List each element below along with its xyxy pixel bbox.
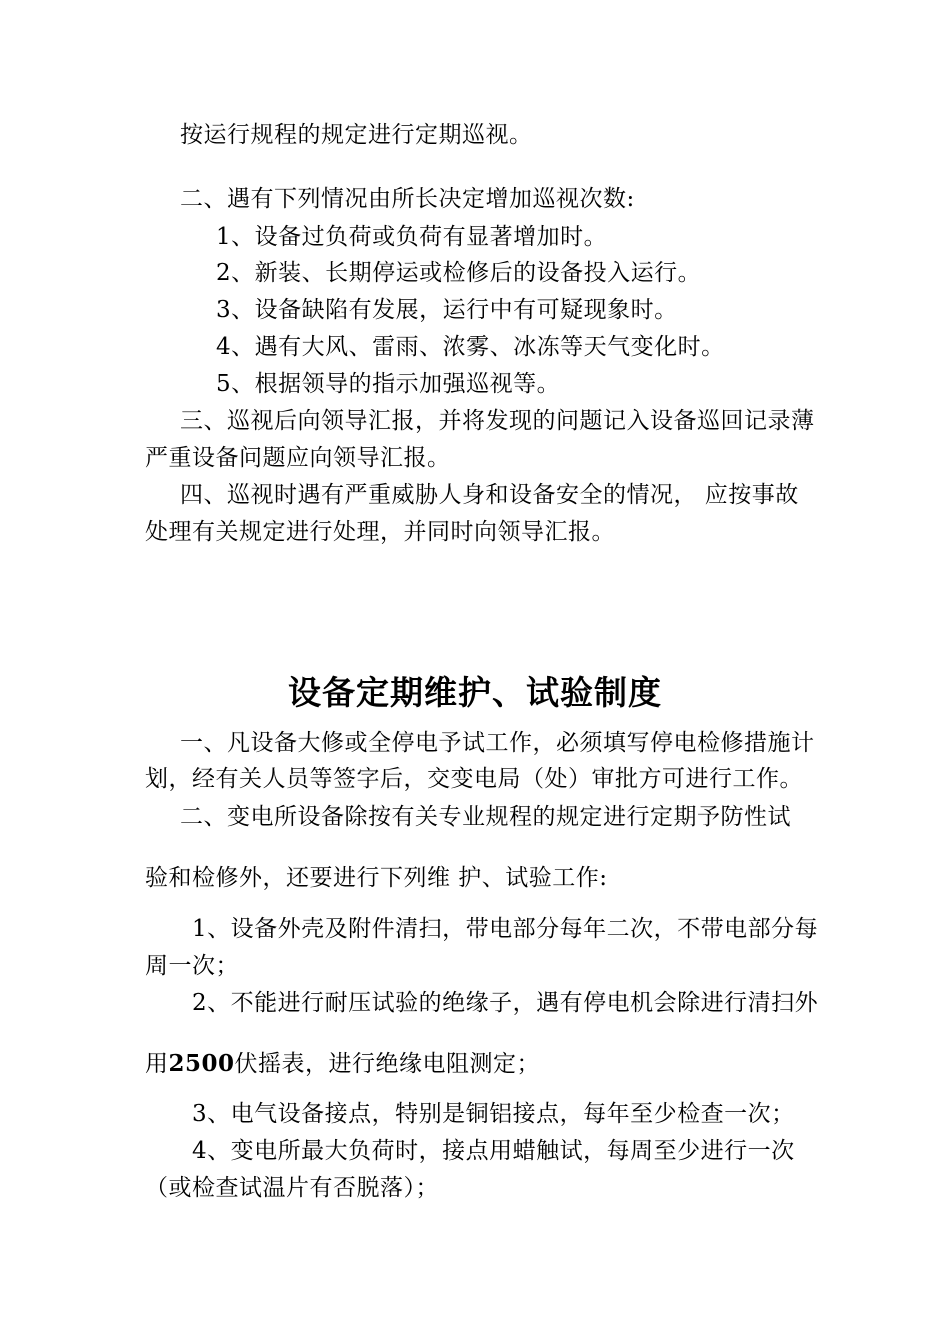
text-line: 二、遇有下列情况由所长决定增加巡视次数: xyxy=(180,186,635,212)
text-line: 3、电气设备接点，特别是铜铝接点，每年至少检查一次； xyxy=(192,1101,795,1127)
number-2500: 2500 xyxy=(168,1050,235,1077)
text-line: 验和检修外，还要进行下列维 护、试验工作: xyxy=(145,865,608,891)
text-line: 四、巡视时遇有严重威胁人身和设备安全的情况， 应按事故 xyxy=(180,482,799,508)
text-line: 划，经有关人员等签字后，交变电局（处）审批方可进行工作。 xyxy=(145,766,803,792)
text-line: 三、巡视后向领导汇报，并将发现的问题记入设备巡回记录薄 xyxy=(180,408,815,434)
text-line: 2、新装、长期停运或检修后的设备投入运行。 xyxy=(216,260,702,286)
text-rest: 伏摇表，进行绝缘电阻测定； xyxy=(234,1051,541,1077)
text-line: 处理有关规定进行处理，并同时向领导汇报。 xyxy=(145,519,615,545)
text-line: 3、设备缺陷有发展，运行中有可疑现象时。 xyxy=(216,297,678,323)
text-line: 1、设备过负荷或负荷有显著增加时。 xyxy=(216,224,608,250)
text-line: 1、设备外壳及附件清扫，带电部分每年二次，不带电部分每 xyxy=(192,916,819,942)
text-line: 5、根据领导的指示加强巡视等。 xyxy=(216,371,561,397)
text-prefix: 用 xyxy=(145,1051,169,1077)
text-line: 按运行规程的规定进行定期巡视。 xyxy=(180,122,533,148)
text-line: 一、凡设备大修或全停电予试工作，必须填写停电检修措施计 xyxy=(180,730,815,756)
text-line: 4、遇有大风、雷雨、浓雾、冰冻等天气变化时。 xyxy=(216,334,725,360)
text-line: 二、变电所设备除按有关专业规程的规定进行定期予防性试 xyxy=(180,804,791,830)
section-title: 设备定期维护、试验制度 xyxy=(288,673,662,712)
text-line: 周一次； xyxy=(145,953,239,979)
text-line: 4、变电所最大负荷时，接点用蜡触试，每周至少进行一次 xyxy=(192,1138,795,1164)
text-line: 严重设备问题应向领导汇报。 xyxy=(145,445,451,471)
text-line: 2、不能进行耐压试验的绝缘子，遇有停电机会除进行清扫外 xyxy=(192,990,819,1016)
text-line xyxy=(145,1052,540,1076)
text-line: （或检查试温片有否脱落）； xyxy=(145,1175,439,1201)
